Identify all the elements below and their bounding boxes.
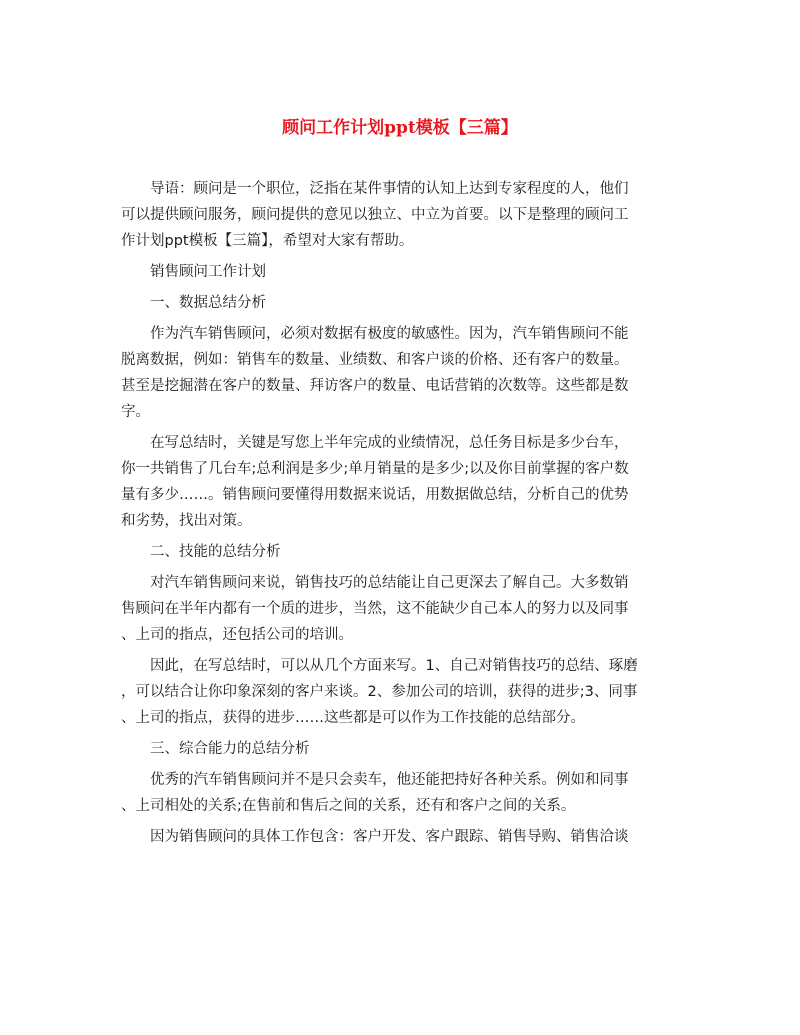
text-line: 脱离数据，例如：销售车的数量、业绩数、和客户谈的价格、还有客户的数量。 xyxy=(121,352,629,368)
text-line: 在写总结时，关键是写您上半年完成的业绩情况，总任务目标是多少台车， xyxy=(150,435,629,451)
text-line: 二、技能的总结分析 xyxy=(150,544,281,560)
text-line: 、上司的指点，获得的进步……这些都是可以作为工作技能的总结部分。 xyxy=(121,710,585,726)
text-line: 作为汽车销售顾问，必须对数据有极度的敏感性。因为，汽车销售顾问不能 xyxy=(150,326,629,342)
text-line: 字。 xyxy=(121,404,150,420)
body-paragraph-6 xyxy=(121,824,681,850)
text-line: 甚至是挖掘潜在客户的数量、拜访客户的数量、电话营销的次数等。这些都是数 xyxy=(121,378,629,394)
text-line: 量有多少……。销售顾问要懂得用数据来说话，用数据做总结，分析自己的优势 xyxy=(121,487,629,503)
body-paragraph-3 xyxy=(121,570,681,648)
text-line: 你一共销售了几台车;总利润是多少;单月销量的是多少;以及你目前掌握的客户数 xyxy=(121,461,629,477)
text-line: 、上司的指点，还包括公司的培训。 xyxy=(121,627,353,643)
text-line: 因为销售顾问的具体工作包含：客户开发、客户跟踪、销售导购、销售洽谈 xyxy=(150,829,629,845)
text-line: 对汽车销售顾问来说，销售技巧的总结能让自己更深去了解自己。大多数销 xyxy=(150,575,629,591)
body-paragraph-4 xyxy=(121,653,681,731)
text-line: 一、数据总结分析 xyxy=(150,295,266,311)
text-line: 售顾问在半年内都有一个质的进步，当然，这不能缺少自己本人的努力以及同事 xyxy=(121,601,629,617)
body-paragraph-5 xyxy=(121,767,681,819)
subsection-heading-2 xyxy=(121,539,681,565)
text-line: 、上司相处的关系;在售前和售后之间的关系，还有和客户之间的关系。 xyxy=(121,798,576,814)
text-line: 销售顾问工作计划 xyxy=(150,264,266,280)
subsection-heading-3 xyxy=(121,736,681,762)
text-line: 可以提供顾问服务，顾问提供的意见以独立、中立为首要。以下是整理的顾问工 xyxy=(121,207,629,223)
intro-paragraph xyxy=(121,176,681,254)
text-line: ，可以结合让你印象深刻的客户来谈。2、参加公司的培训，获得的进步;3、同事 xyxy=(121,684,638,700)
body-paragraph-1 xyxy=(121,321,681,425)
section-heading xyxy=(121,259,681,285)
text-line: 三、综合能力的总结分析 xyxy=(150,741,310,757)
document-body xyxy=(121,176,681,850)
document-title: 顾问工作计划ppt模板【三篇】 xyxy=(282,118,518,138)
body-paragraph-2 xyxy=(121,430,681,534)
text-line: 优秀的汽车销售顾问并不是只会卖车，他还能把持好各种关系。例如和同事 xyxy=(150,772,629,788)
text-line: 因此，在写总结时，可以从几个方面来写。1、自己对销售技巧的总结、琢磨 xyxy=(150,658,638,674)
text-line: 和劣势，找出对策。 xyxy=(121,513,252,529)
text-line: 导语：顾问是一个职位，泛指在某件事情的认知上达到专家程度的人，他们 xyxy=(150,181,629,197)
text-line: 作计划ppt模板【三篇】，希望对大家有帮助。 xyxy=(121,233,414,249)
subsection-heading-1 xyxy=(121,290,681,316)
